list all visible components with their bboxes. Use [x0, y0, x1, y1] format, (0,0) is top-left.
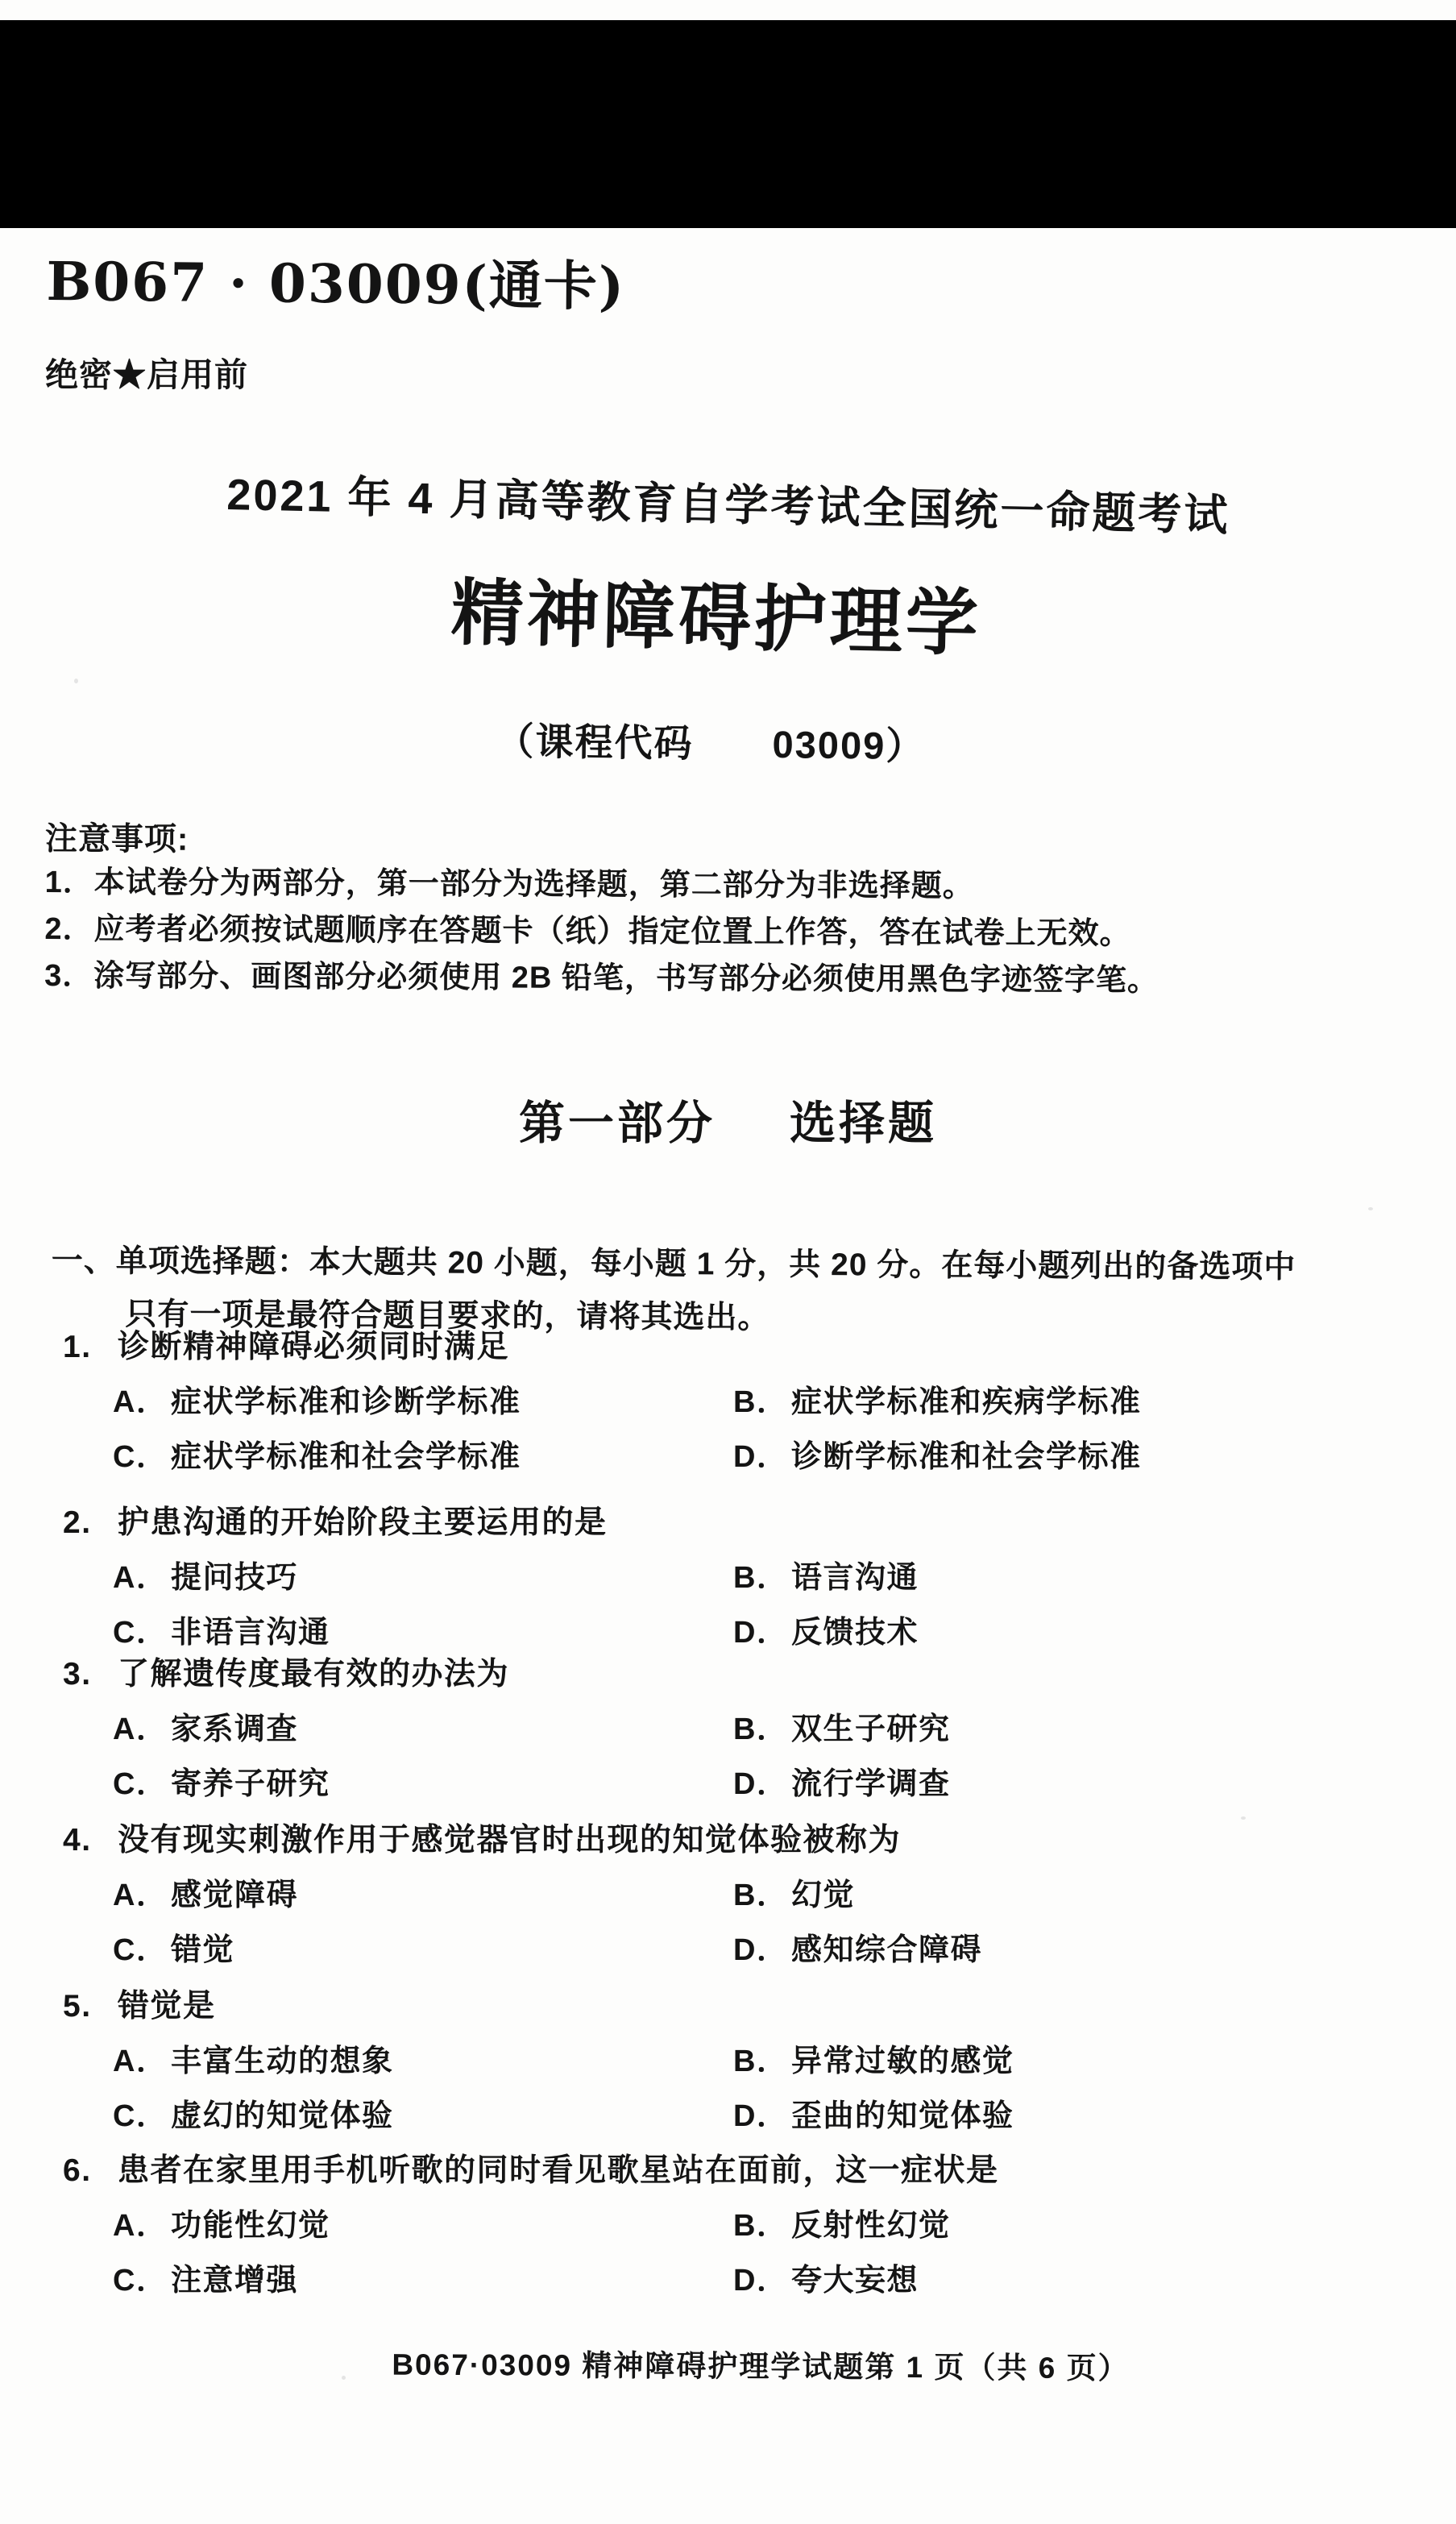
- option-b-text: 异常过敏的感觉: [791, 2045, 1014, 2078]
- option-d-label: D．: [733, 2099, 789, 2133]
- option-d-label: D．: [733, 1616, 789, 1650]
- option-c-label: C．: [113, 2099, 168, 2133]
- question-2-stem-text: 护患沟通的开始阶段主要运用的是: [118, 1505, 608, 1540]
- question-4: [45, 1823, 1432, 1968]
- question-4-option-b: [733, 1878, 1432, 1913]
- option-a-label: A．: [113, 1561, 168, 1595]
- option-a-text: 感觉障碍: [171, 1878, 299, 1912]
- question-3-option-a: [113, 1712, 733, 1747]
- scan-speckle: [342, 2376, 346, 2380]
- question-4-options: [113, 1878, 1432, 1968]
- secrecy-label: 绝密★启用前: [45, 356, 248, 393]
- page-footer: B067·03009 精神障碍护理学试题第 1 页（共 6 页）: [391, 2348, 1130, 2385]
- question-4-option-d: [733, 1932, 1432, 1968]
- scan-black-bar: [0, 20, 1456, 228]
- notes-section: [44, 819, 1424, 1005]
- option-b-label: B．: [733, 2045, 789, 2078]
- option-a-label: A．: [113, 1878, 168, 1912]
- option-a-text: 功能性幻觉: [171, 2209, 330, 2243]
- question-3-stem-text: 了解遗传度最有效的办法为: [118, 1657, 510, 1692]
- question-5-option-a: [113, 2044, 733, 2079]
- paper-code-title: B067 · 03009(通卡): [46, 249, 626, 318]
- option-b-label: B．: [733, 1712, 789, 1746]
- option-c-text: 症状学标准和社会学标准: [171, 1440, 521, 1474]
- question-2-options: [113, 1560, 1432, 1650]
- part1-heading-number: 第一部分: [519, 1098, 716, 1149]
- question-3-stem: [45, 1657, 1432, 1692]
- option-c-label: C．: [113, 2264, 168, 2298]
- question-4-option-a: [113, 1878, 733, 1913]
- question-5-number: 5.: [63, 1989, 92, 2024]
- question-5-option-b: [733, 2044, 1432, 2079]
- question-2-option-c: [113, 1615, 733, 1650]
- note-item-1: 1．本试卷分为两部分，第一部分为选择题，第二部分为非选择题。: [44, 865, 974, 904]
- scan-speckle: [925, 517, 931, 521]
- question-5-options: [113, 2044, 1432, 2134]
- question-4-number: 4.: [63, 1823, 92, 1858]
- question-3-option-c: [113, 1766, 733, 1802]
- question-6-option-d: [733, 2263, 1432, 2298]
- option-d-label: D．: [733, 1767, 789, 1801]
- question-2-number: 2.: [63, 1505, 92, 1540]
- option-d-text: 反馈技术: [791, 1616, 919, 1650]
- question-6-number: 6.: [63, 2153, 92, 2188]
- question-2-stem: [45, 1505, 1432, 1541]
- question-1-option-a: [113, 1384, 733, 1420]
- question-1-option-b: [733, 1384, 1432, 1420]
- question-1-options: [113, 1384, 1432, 1475]
- option-d-text: 流行学调查: [791, 1767, 951, 1801]
- option-a-label: A．: [113, 1712, 168, 1746]
- course-code-line: （课程代码 03009）: [495, 719, 926, 768]
- question-3-number: 3.: [63, 1657, 92, 1692]
- question-2-option-b: [733, 1560, 1432, 1596]
- question-1: [45, 1330, 1432, 1475]
- option-a-label: A．: [113, 1385, 168, 1419]
- option-c-text: 注意增强: [171, 2264, 299, 2298]
- option-d-label: D．: [733, 1933, 789, 1967]
- option-d-label: D．: [733, 1440, 789, 1474]
- option-c-text: 虚幻的知觉体验: [171, 2099, 394, 2133]
- question-1-option-d: [733, 1439, 1432, 1475]
- option-a-label: A．: [113, 2209, 168, 2243]
- exam-session-title: 2021 年 4 月高等教育自学考试全国统一命题考试: [226, 470, 1230, 541]
- option-b-text: 幻觉: [791, 1878, 856, 1912]
- question-2-option-d: [733, 1615, 1432, 1650]
- option-a-text: 提问技巧: [171, 1561, 299, 1595]
- question-6-options: [113, 2208, 1432, 2298]
- option-c-text: 错觉: [171, 1933, 235, 1967]
- option-b-text: 反射性幻觉: [791, 2209, 951, 2243]
- option-c-label: C．: [113, 1440, 168, 1474]
- question-2-option-a: [113, 1560, 733, 1596]
- option-d-label: D．: [733, 2264, 789, 2298]
- notes-heading: 注意事项:: [44, 821, 189, 857]
- question-1-stem-text: 诊断精神障碍必须同时满足: [118, 1330, 510, 1364]
- note-item-2: 2．应考者必须按试题顺序在答题卡（纸）指定位置上作答，答在试卷上无效。: [44, 911, 1131, 951]
- question-3-option-b: [733, 1712, 1432, 1747]
- option-a-text: 丰富生动的想象: [171, 2045, 394, 2078]
- option-c-label: C．: [113, 1933, 168, 1967]
- scan-speckle: [74, 679, 78, 683]
- question-2: [45, 1505, 1432, 1650]
- option-c-label: C．: [113, 1767, 168, 1801]
- option-a-label: A．: [113, 2045, 168, 2078]
- question-6-stem: [45, 2153, 1432, 2189]
- question-5-option-d: [733, 2098, 1432, 2134]
- question-5-stem-text: 错觉是: [118, 1989, 216, 2024]
- question-5: [45, 1989, 1432, 2134]
- question-1-stem: [45, 1330, 1432, 1365]
- option-b-text: 双生子研究: [791, 1712, 951, 1746]
- part1-heading: [519, 1086, 937, 1152]
- question-6-stem-text: 患者在家里用手机听歌的同时看见歌星站在面前，这一症状是: [118, 2153, 999, 2188]
- question-6-option-b: [733, 2208, 1432, 2244]
- option-c-label: C．: [113, 1616, 168, 1650]
- option-d-text: 歪曲的知觉体验: [791, 2099, 1014, 2133]
- option-c-text: 寄养子研究: [171, 1767, 330, 1801]
- question-6-option-c: [113, 2263, 733, 2298]
- scan-speckle: [1368, 1207, 1373, 1210]
- option-b-label: B．: [733, 1878, 789, 1912]
- question-1-option-c: [113, 1439, 733, 1475]
- question-4-option-c: [113, 1932, 733, 1968]
- question-6-option-a: [113, 2208, 733, 2244]
- option-b-label: B．: [733, 1561, 789, 1595]
- option-b-text: 症状学标准和疾病学标准: [791, 1385, 1142, 1419]
- option-d-text: 夸大妄想: [791, 2264, 919, 2298]
- question-5-stem: [45, 1989, 1432, 2024]
- question-1-number: 1.: [63, 1330, 92, 1364]
- option-b-text: 语言沟通: [791, 1561, 919, 1595]
- option-b-label: B．: [733, 1385, 789, 1419]
- option-a-text: 症状学标准和诊断学标准: [171, 1385, 521, 1419]
- option-c-text: 非语言沟通: [171, 1616, 330, 1650]
- question-4-stem: [45, 1823, 1432, 1858]
- question-3-options: [113, 1712, 1432, 1802]
- option-a-text: 家系调查: [171, 1712, 299, 1746]
- single-choice-intro-line1: 一、单项选择题：本大题共 20 小题，每小题 1 分，共 20 分。在每小题列出的备选项中: [51, 1243, 1296, 1285]
- scan-speckle: [1241, 1816, 1246, 1820]
- subject-title: 精神障碍护理学: [450, 573, 982, 665]
- option-d-text: 诊断学标准和社会学标准: [791, 1440, 1142, 1474]
- question-3-option-d: [733, 1766, 1432, 1802]
- question-4-stem-text: 没有现实刺激作用于感觉器官时出现的知觉体验被称为: [118, 1823, 902, 1858]
- option-b-label: B．: [733, 2209, 789, 2243]
- question-5-option-c: [113, 2098, 733, 2134]
- note-item-3: 3．涂写部分、画图部分必须使用 2B 铅笔，书写部分必须使用黑色字迹签字笔。: [44, 958, 1159, 998]
- question-6: [45, 2153, 1432, 2298]
- question-3: [45, 1657, 1432, 1802]
- option-d-text: 感知综合障碍: [791, 1933, 983, 1967]
- single-choice-intro-line2: 只有一项是最符合题目要求的，请将其选出。: [125, 1297, 770, 1335]
- part1-heading-name: 选择题: [790, 1098, 937, 1149]
